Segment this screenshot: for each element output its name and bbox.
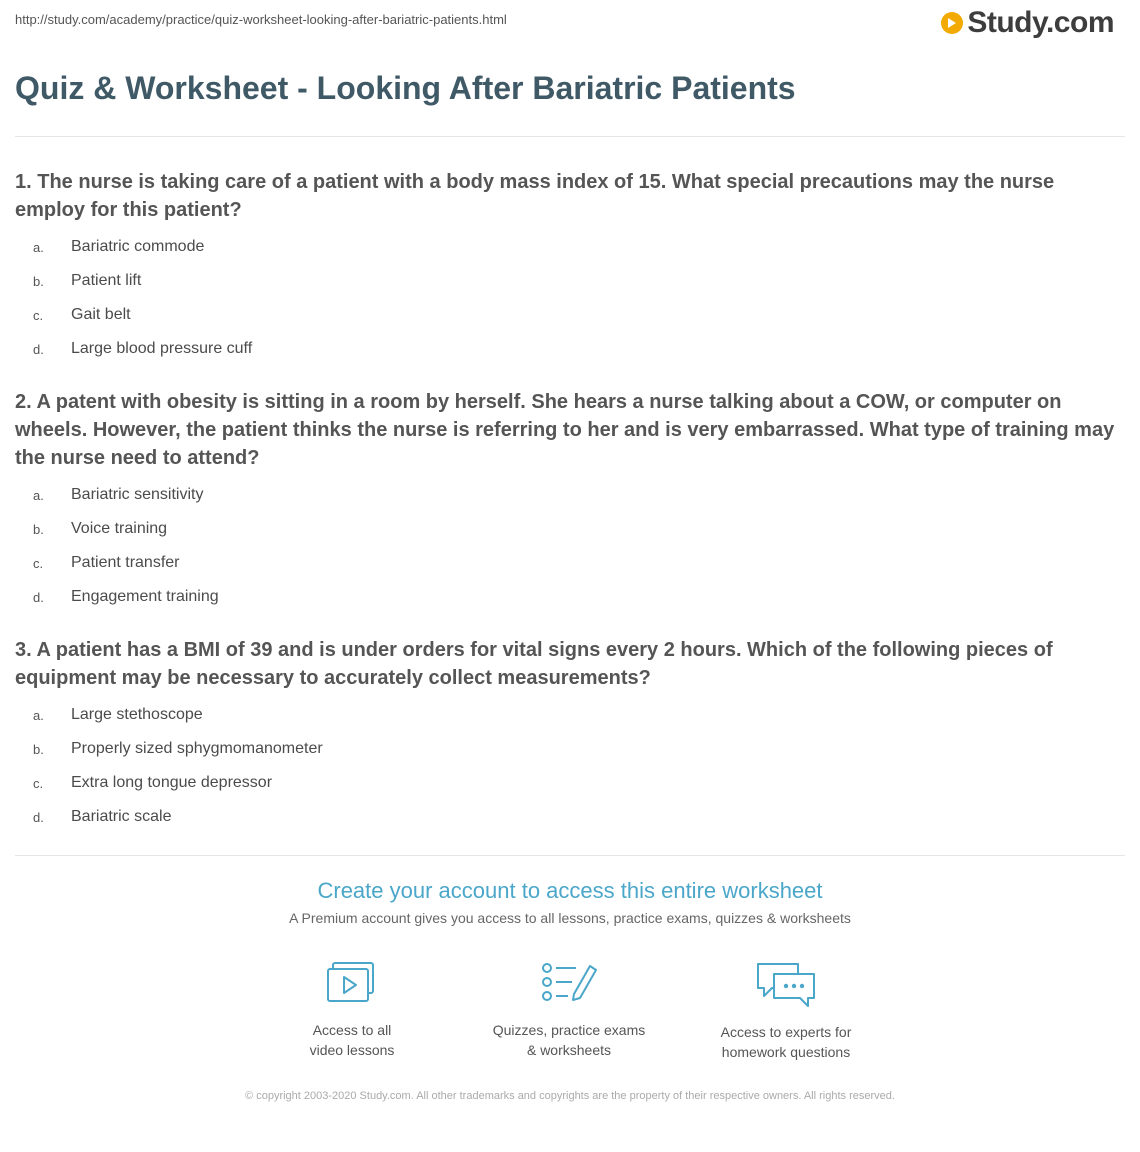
feature-video-lessons — [252, 960, 452, 1060]
answer-text: Patient transfer — [71, 554, 180, 571]
answer-list — [15, 698, 1120, 834]
answer-option[interactable] — [15, 546, 1120, 580]
answer-option[interactable] — [15, 298, 1120, 332]
answer-text: Bariatric scale — [71, 808, 172, 825]
question-text: 3. A patient has a BMI of 39 and is under orders for vital signs every 2 hours. Which of the following pieces of equipment may be necessary to accurately collect measurements? — [15, 639, 1053, 689]
answer-option[interactable] — [15, 698, 1120, 732]
answer-letter: a. — [33, 239, 44, 255]
divider — [15, 136, 1125, 137]
answer-option[interactable] — [15, 512, 1120, 546]
question-1 — [15, 168, 1120, 366]
answer-text: Voice training — [71, 520, 168, 537]
answer-text: Patient lift — [71, 272, 142, 289]
answer-letter: c. — [33, 555, 44, 571]
answer-text: Gait belt — [71, 306, 131, 323]
question-text: 1. The nurse is taking care of a patient with a body mass index of 15. What special precautions may the nurse employ for this patient? — [15, 171, 1055, 221]
answer-option[interactable] — [15, 264, 1120, 298]
logo-text: Study.com — [967, 6, 1114, 39]
play-icon — [941, 12, 963, 34]
answer-text: Extra long tongue depressor — [71, 774, 273, 791]
answer-text: Bariatric commode — [71, 238, 205, 255]
answer-list — [15, 230, 1120, 366]
answer-letter: d. — [33, 809, 44, 825]
question-3 — [15, 636, 1120, 834]
answer-letter: d. — [33, 589, 44, 605]
feature-label: Access to experts for homework questions — [720, 1024, 852, 1060]
feature-quizzes — [469, 960, 669, 1060]
page-url: http://study.com/academy/practice/quiz-worksheet-looking-after-bariatric-patients.html — [15, 12, 507, 27]
answer-text: Engagement training — [71, 588, 219, 605]
answer-letter: c. — [33, 775, 44, 791]
answer-list — [15, 478, 1120, 614]
answer-option[interactable] — [15, 478, 1120, 512]
question-2 — [15, 388, 1120, 614]
study-logo[interactable] — [941, 6, 1114, 40]
answer-letter: a. — [33, 707, 44, 723]
answer-option[interactable] — [15, 766, 1120, 800]
feature-label: Quizzes, practice exams & worksheets — [492, 1022, 646, 1058]
answer-letter: d. — [33, 341, 44, 357]
copyright-notice: © copyright 2003-2020 Study.com. All other trademarks and copyrights are the property of their respective owners. All rights reserved. — [245, 1090, 895, 1102]
cta-title-link[interactable]: Create your account to access this entire worksheet — [317, 878, 823, 903]
answer-text: Large stethoscope — [71, 706, 203, 723]
answer-option[interactable] — [15, 580, 1120, 614]
signup-cta — [0, 878, 1140, 926]
answer-text: Properly sized sphygmomanometer — [71, 740, 323, 757]
feature-label: Access to all video lessons — [309, 1022, 395, 1058]
video-lessons-icon — [325, 960, 379, 1006]
question-text: 2. A patent with obesity is sitting in a room by herself. She hears a nurse talking about a COW, or computer on wheels. However, the patient thinks the nurse is referring to her and is very embarrassed. What type of training may the nurse need to attend? — [15, 391, 1115, 469]
answer-option[interactable] — [15, 332, 1120, 366]
answer-option[interactable] — [15, 800, 1120, 834]
answer-option[interactable] — [15, 732, 1120, 766]
divider — [15, 855, 1125, 856]
feature-experts — [686, 960, 886, 1062]
answer-text: Bariatric sensitivity — [71, 486, 204, 503]
answer-letter: a. — [33, 487, 44, 503]
page-title: Quiz & Worksheet - Looking After Bariatric Patients — [15, 70, 796, 106]
cta-subtitle: A Premium account gives you access to all lessons, practice exams, quizzes & worksheets — [289, 910, 851, 926]
answer-letter: c. — [33, 307, 44, 323]
answer-text: Large blood pressure cuff — [71, 340, 253, 357]
quizzes-checklist-icon — [540, 960, 598, 1006]
expert-chat-icon — [754, 960, 818, 1008]
answer-option[interactable] — [15, 230, 1120, 264]
answer-letter: b. — [33, 521, 44, 537]
answer-letter: b. — [33, 741, 44, 757]
answer-letter: b. — [33, 273, 44, 289]
